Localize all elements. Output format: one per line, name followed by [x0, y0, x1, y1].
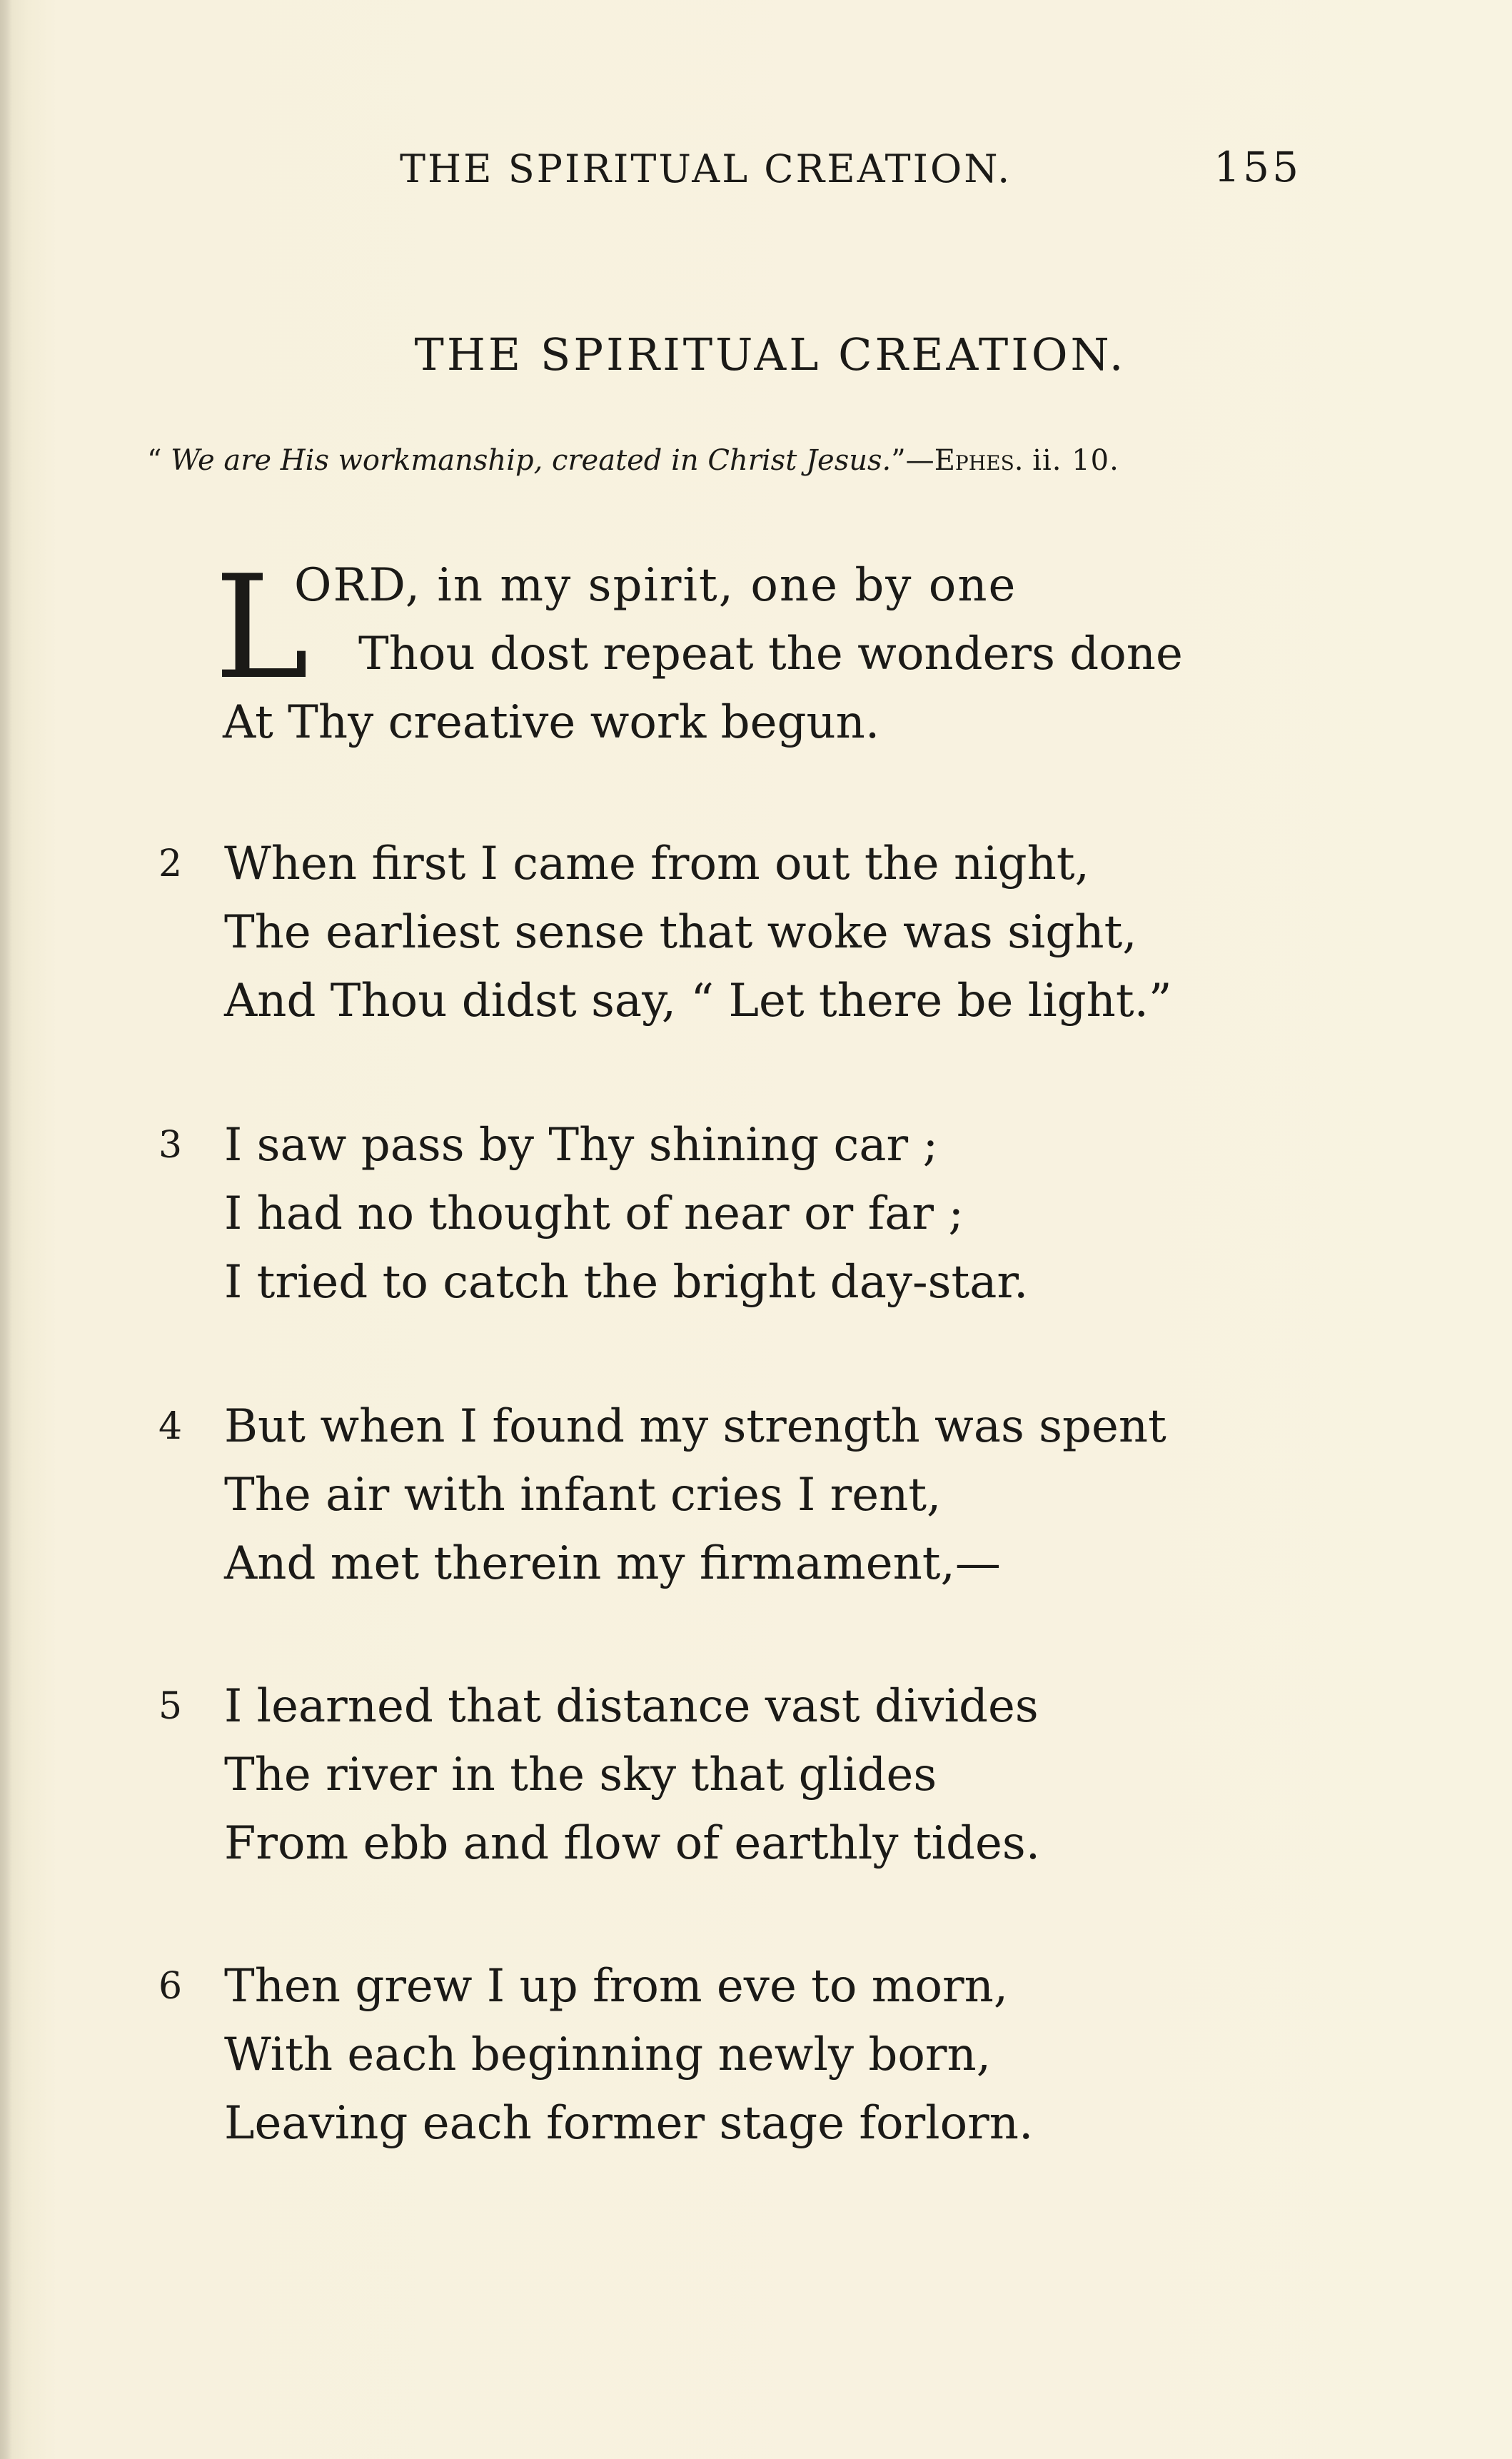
stanza-number: 5 [158, 1685, 183, 1728]
stanza-number: 2 [158, 843, 183, 885]
epigraph-open-quote: “ [147, 444, 162, 477]
verse-line: I learned that distance vast divides [224, 1680, 1039, 1733]
stanza-2 [158, 830, 1172, 1035]
verse-line: I tried to catch the bright day-star. [224, 1256, 1029, 1309]
stanza-4 [158, 1392, 1166, 1598]
stanza-number: 6 [158, 1965, 183, 2008]
epigraph-ref-book: Ephes. [934, 444, 1024, 477]
epigraph-close-quote: ”— [891, 444, 934, 477]
stanza-number: 3 [158, 1124, 183, 1167]
epigraph-text: We are His workmanship, created in Christ Jesus. [171, 444, 892, 477]
page-number: 155 [1214, 143, 1301, 191]
verse-line: And met therein my firmament,— [224, 1537, 1001, 1590]
stanza-1-line-3: At Thy creative work begun. [223, 696, 880, 749]
poem-title: THE SPIRITUAL CREATION. [414, 328, 1127, 381]
stanza-number: 4 [158, 1405, 183, 1448]
verse-line: But when I found my strength was spent [224, 1400, 1166, 1453]
epigraph-ref-chapter: ii. 10. [1032, 444, 1119, 477]
running-head: THE SPIRITUAL CREATION. [400, 146, 1012, 191]
stanza-3 [158, 1111, 1028, 1317]
verse-line: Then grew I up from eve to morn, [224, 1960, 1009, 2013]
verse-line: I saw pass by Thy shining car ; [224, 1119, 939, 1172]
stanza-1-line-1-text: ORD, in my spirit, one by one [294, 559, 1017, 612]
stanza-1-line-2: Thou dost repeat the wonders done [358, 628, 1183, 680]
verse-line: Leaving each former stage forlorn. [224, 2097, 1034, 2150]
drop-cap: L [214, 545, 309, 711]
verse-line: The air with infant cries I rent, [224, 1469, 942, 1522]
verse-line: From ebb and flow of earthly tides. [224, 1817, 1041, 1870]
verse-line: The earliest sense that woke was sight, [224, 906, 1137, 959]
stanza-6 [158, 1952, 1033, 2158]
verse-line: The river in the sky that glides [224, 1749, 937, 1801]
verse-line: And Thou didst say, “ Let there be light.” [224, 975, 1172, 1027]
verse-line: With each beginning newly born, [224, 2028, 992, 2081]
verse-line: When first I came from out the night, [224, 838, 1089, 890]
verse-line: I had no thought of near or far ; [224, 1187, 964, 1240]
stanza-1-line-1 [294, 551, 1017, 620]
stanza-5 [158, 1672, 1040, 1878]
epigraph [147, 444, 1119, 477]
